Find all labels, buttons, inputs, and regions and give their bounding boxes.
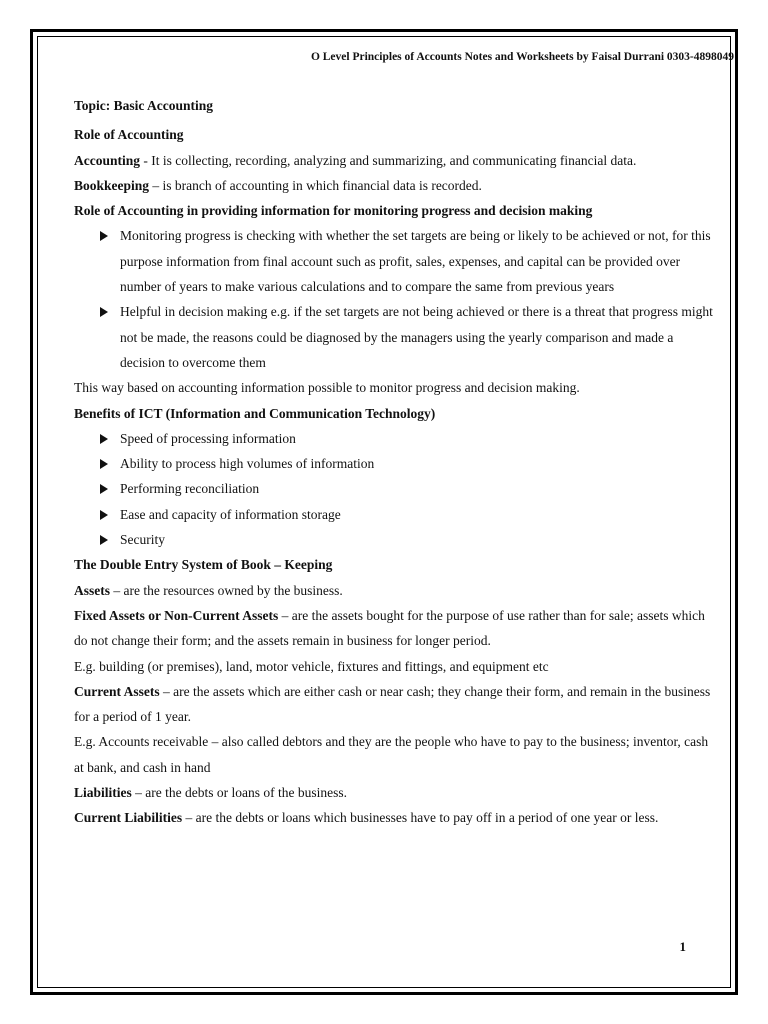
ict-list bbox=[74, 426, 714, 552]
fixed-assets-definition bbox=[74, 603, 714, 654]
list-item: Monitoring progress is checking with whether the set targets are being or likely to be achieved or not, for this purpose information from final account such as profit, sales, expenses, and capital can be provided over number of years to make various calculations and to compare the same from previous years bbox=[96, 223, 714, 299]
list-item: Speed of processing information bbox=[96, 426, 714, 451]
assets-term: Assets bbox=[74, 582, 110, 598]
monitoring-heading: Role of Accounting in providing information for monitoring progress and decision making bbox=[74, 203, 593, 219]
accounting-def: - It is collecting, recording, analyzing and summarizing, and communicating financial data. bbox=[140, 152, 637, 168]
page-number: 1 bbox=[679, 939, 686, 954]
bookkeeping-term: Bookkeeping bbox=[74, 177, 150, 193]
list-item: Ease and capacity of information storage bbox=[96, 502, 714, 527]
bookkeeping-definition bbox=[74, 173, 714, 198]
double-entry-heading: The Double Entry System of Book – Keeping bbox=[74, 557, 333, 573]
monitoring-list bbox=[74, 223, 714, 375]
list-item: Helpful in decision making e.g. if the set targets are not being achieved or there is a threat that progress might not be made, the reasons could be diagnosed by the managers using the yearly comparison and made a decision to overcome them bbox=[96, 299, 714, 375]
current-liabilities-term: Current Liabilities bbox=[74, 810, 183, 826]
current-assets-example: E.g. Accounts receivable – also called debtors and they are the people who have to pay to the business; inventor, cash at bank, and cash in hand bbox=[74, 734, 709, 775]
assets-def: – are the resources owned by the business. bbox=[110, 582, 343, 598]
fixed-assets-example: E.g. building (or premises), land, motor vehicle, fixtures and fittings, and equipment etc bbox=[74, 658, 549, 674]
page-border bbox=[30, 29, 738, 995]
list-item: Security bbox=[96, 527, 714, 552]
current-liabilities-definition bbox=[74, 805, 714, 830]
current-liabilities-def: – are the debts or loans which businesses have to pay off in a period of one year or less. bbox=[182, 810, 659, 826]
page-header: O Level Principles of Accounts Notes and Worksheets by Faisal Durrani 0303-4898049 bbox=[310, 51, 734, 63]
page-inner-border bbox=[37, 36, 734, 988]
bookkeeping-def: – is branch of accounting in which financial data is recorded. bbox=[149, 177, 482, 193]
liabilities-definition bbox=[74, 780, 714, 805]
list-item: Ability to process high volumes of information bbox=[96, 451, 714, 476]
ict-heading: Benefits of ICT (Information and Communication Technology) bbox=[74, 405, 436, 421]
document-body bbox=[74, 93, 714, 831]
current-assets-def: – are the assets which are either cash or near cash; they change their form, and remain in the business for a period of 1 year. bbox=[74, 683, 711, 725]
fixed-assets-term: Fixed Assets or Non-Current Assets bbox=[74, 607, 279, 623]
current-assets-definition bbox=[74, 679, 714, 730]
assets-definition bbox=[74, 578, 714, 603]
role-heading: Role of Accounting bbox=[74, 127, 184, 143]
current-assets-term: Current Assets bbox=[74, 683, 160, 699]
fixed-assets-def: – are the assets bought for the purpose of use rather than for sale; assets which do not change their form; and the assets remain in business for longer period. bbox=[74, 607, 705, 649]
liabilities-term: Liabilities bbox=[74, 785, 132, 801]
monitoring-conclusion: This way based on accounting information possible to monitor progress and decision making. bbox=[74, 380, 580, 396]
accounting-definition bbox=[74, 148, 714, 173]
accounting-term: Accounting bbox=[74, 152, 141, 168]
topic-title: Topic: Basic Accounting bbox=[74, 98, 214, 113]
liabilities-def: – are the debts or loans of the business. bbox=[131, 785, 347, 801]
list-item: Performing reconciliation bbox=[96, 476, 714, 501]
